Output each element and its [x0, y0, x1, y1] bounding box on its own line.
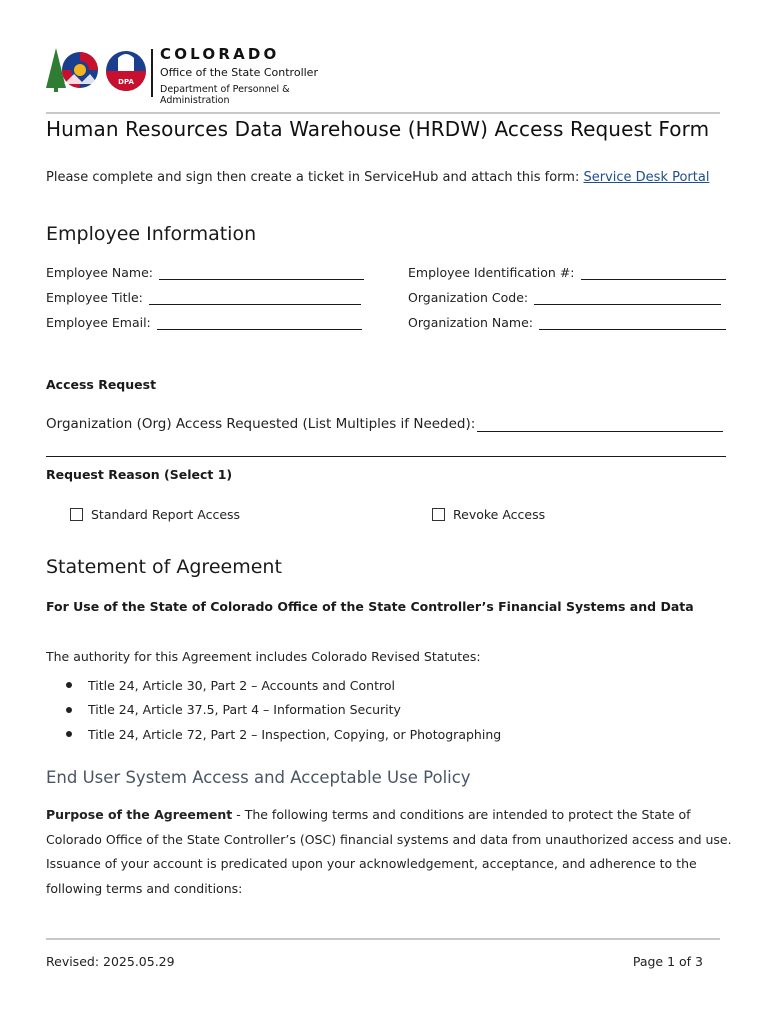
statute-text: Title 24, Article 72, Part 2 – Inspection, Copying, or Photographing	[88, 726, 502, 742]
office-name: Office of the State Controller	[160, 66, 318, 79]
page-number: Page 1 of 3	[632, 954, 703, 969]
org-code-label: Organization Code:	[408, 290, 529, 305]
department-name: Department of Personnel & Administration	[160, 84, 290, 106]
intro-instructions: Please complete and sign then create a ticket in ServiceHub and attach this form:	[46, 170, 580, 185]
page-title: Human Resources Data Warehouse (HRDW) Access Request Form	[46, 117, 710, 141]
employee-info-heading: Employee Information	[46, 223, 257, 245]
org-name-input[interactable]	[539, 317, 726, 330]
bullet-icon	[66, 731, 72, 737]
org-name: COLORADO	[160, 45, 280, 63]
org-access-input[interactable]	[477, 419, 723, 432]
employee-email-label: Employee Email:	[46, 315, 151, 330]
header-logo	[46, 44, 346, 106]
request-reason-heading: Request Reason (Select 1)	[46, 467, 233, 482]
employee-title-field	[46, 290, 361, 305]
agreement-heading: Statement of Agreement	[46, 556, 282, 578]
list-item	[66, 722, 501, 747]
employee-title-input[interactable]	[149, 292, 361, 305]
employee-name-field	[46, 265, 364, 280]
org-name-label: Organization Name:	[408, 315, 533, 330]
employee-email-field	[46, 315, 362, 330]
standard-report-checkbox[interactable]	[70, 508, 83, 521]
employee-id-label: Employee Identification #:	[408, 265, 575, 280]
header-divider	[46, 112, 720, 114]
employee-name-input[interactable]	[159, 267, 364, 280]
revoke-access-label: Revoke Access	[453, 507, 546, 522]
revoke-access-checkbox[interactable]	[432, 508, 445, 521]
statute-text: Title 24, Article 37.5, Part 4 – Information Security	[88, 702, 401, 718]
org-name-field	[408, 315, 726, 330]
policy-heading: End User System Access and Acceptable Use Policy	[46, 768, 471, 787]
org-access-continuation-line[interactable]	[46, 456, 726, 457]
employee-id-input[interactable]	[581, 267, 726, 280]
authority-text: The authority for this Agreement includes Colorado Revised Statutes:	[46, 649, 481, 664]
purpose-text: - The following terms and conditions are intended to protect the State of Colorado Office of the State Controller’s (OSC) financial systems and data from unauthorized access and use. Issuance of your account is predicated upon your acknowledgement, acceptance, and adherence to the following terms and conditions:	[46, 807, 732, 896]
org-access-label: Organization (Org) Access Requested (List Multiples if Needed):	[46, 416, 476, 432]
intro-text	[46, 170, 709, 185]
bullet-icon	[66, 707, 72, 713]
footer-divider	[46, 938, 720, 940]
revoke-access-option[interactable]	[432, 507, 545, 522]
employee-email-input[interactable]	[157, 317, 362, 330]
list-item	[66, 673, 501, 698]
standard-report-label: Standard Report Access	[91, 507, 241, 522]
employee-id-field	[408, 265, 726, 280]
dpa-badge-text: DPA	[118, 78, 134, 86]
org-code-input[interactable]	[534, 292, 721, 305]
org-code-field	[408, 290, 721, 305]
list-item	[66, 698, 501, 723]
employee-name-label: Employee Name:	[46, 265, 153, 280]
employee-title-label: Employee Title:	[46, 290, 143, 305]
purpose-label: Purpose of the Agreement	[46, 807, 233, 822]
access-request-heading: Access Request	[46, 377, 157, 392]
colorado-logo-icon	[46, 44, 156, 100]
revised-date: Revised: 2025.05.29	[46, 954, 175, 969]
logo-divider	[151, 49, 153, 97]
org-access-field	[46, 416, 723, 432]
agreement-subheading: For Use of the State of Colorado Office of the State Controller’s Financial Systems and Data	[46, 599, 694, 614]
service-desk-link[interactable]: Service Desk Portal	[583, 170, 710, 185]
standard-report-option[interactable]	[70, 507, 240, 522]
statute-text: Title 24, Article 30, Part 2 – Accounts and Control	[88, 677, 395, 693]
statute-list	[66, 673, 501, 747]
purpose-paragraph	[46, 803, 736, 901]
bullet-icon	[66, 682, 72, 688]
